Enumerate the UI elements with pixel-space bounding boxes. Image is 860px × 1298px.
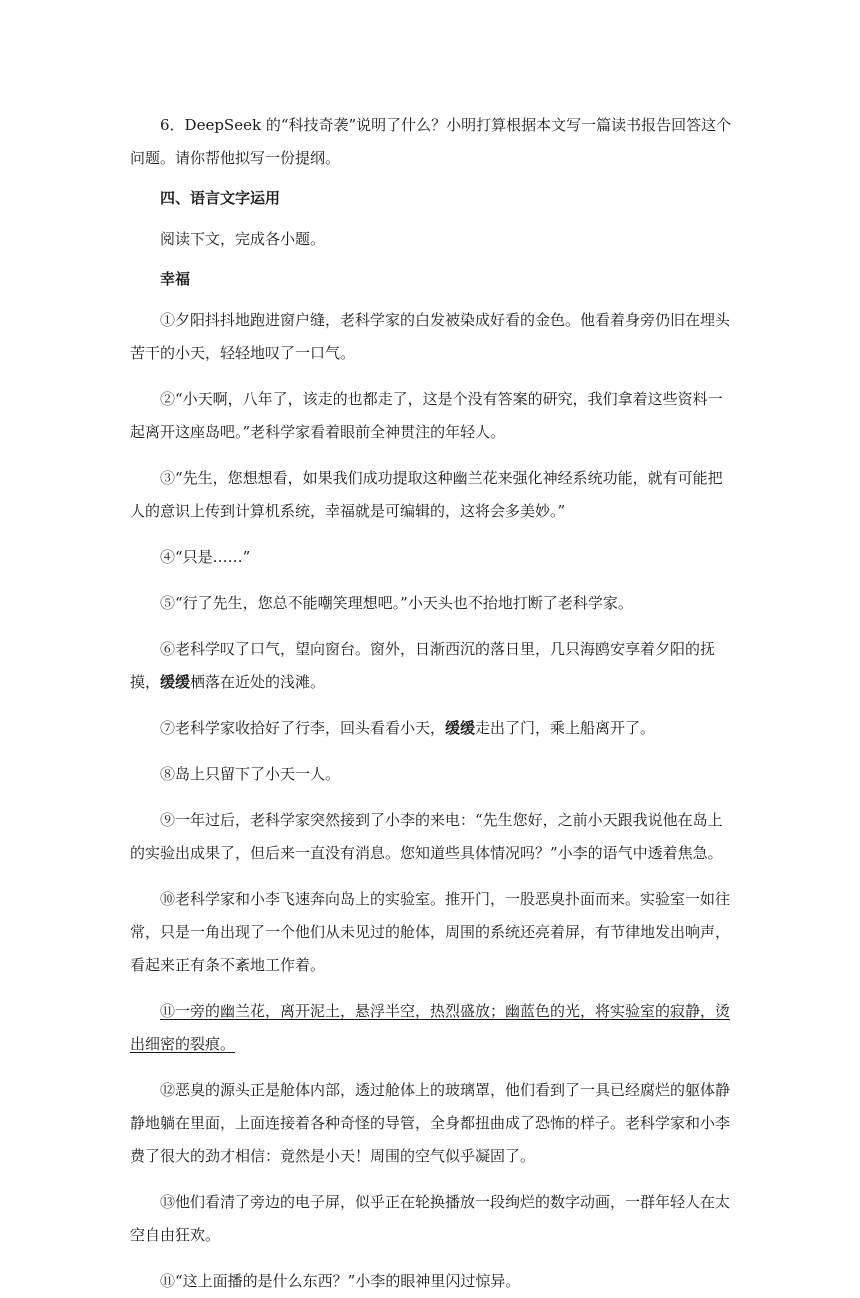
- paragraph-10: ⑩老科学家和小李飞速奔向岛上的实验室。推开门，一股恶臭扑面而来。实验室一如往常，只是一角出现了一个他们从未见过的舱体，周围的系统还亮着屏，有节律地发出响声，看起来正有条不紊地工作着。: [130, 890, 731, 974]
- paragraph-5: ⑤“行了先生，您总不能嘲笑理想吧。”小天头也不抬地打断了老科学家。: [160, 594, 633, 612]
- paragraph-6-text-a: ⑥老科学叹了口气，望向窗台。窗外，日渐西沉的落日里，几只海鸥安享着夕阳的抚摸，: [130, 640, 716, 691]
- emphasized-word: 缓缓: [445, 719, 476, 737]
- paragraph-7-text-a: ⑦老科学家收拾好了行李，回头看看小天，: [160, 719, 446, 737]
- paragraph-12: ⑫恶臭的源头正是舱体内部，透过舱体上的玻璃罩，他们看到了一具已经腐烂的躯体静静地躺在里面，上面连接着各种奇怪的导管，全身都扭曲成了恐怖的样子。老科学家和小李费了很大的劲才相信：竟然是小天！周围的空气似乎凝固了。: [130, 1081, 731, 1165]
- paragraph-13: ⑬他们看清了旁边的电子屏，似乎正在轮换播放一段绚烂的数字动画，一群年轻人在太空自由狂欢。: [130, 1193, 731, 1244]
- paragraph-3: ③“先生，您想想看，如果我们成功提取这种幽兰花来强化神经系统功能，就有可能把人的意识上传到计算机系统，幸福就是可编辑的，这将会多美妙。”: [130, 469, 723, 520]
- emphasized-word: 缓缓: [160, 673, 191, 691]
- paragraph-11-underlined: ⑪一旁的幽兰花，离开泥土，悬浮半空，热烈盛放；幽蓝色的光，将实验室的寂静，烫出细密的裂痕。: [130, 1002, 731, 1053]
- paragraph-6-text-b: 栖落在近处的浅滩。: [190, 673, 326, 691]
- paragraph-8: ⑧岛上只留下了小天一人。: [160, 765, 341, 783]
- instruction: 阅读下文，完成各小题。: [160, 230, 326, 248]
- paragraph-7-text-b: 走出了门，乘上船离开了。: [475, 719, 656, 737]
- paragraph-1: ①夕阳抖抖地跑进窗户缝，老科学家的白发被染成好看的金色。他看着身旁仍旧在埋头苦干的小天，轻轻地叹了一口气。: [130, 311, 731, 362]
- paragraph-9: ⑨一年过后，老科学家突然接到了小李的来电：“先生您好，之前小天跟我说他在岛上的实验出成果了，但后来一直没有消息。您知道些具体情况吗？”小李的语气中透着焦急。: [130, 811, 723, 862]
- paragraph-2: ②“小天啊，八年了，该走的也都走了，这是个没有答案的研究，我们拿着这些资料一起离开这座岛吧。”老科学家看着眼前全神贯注的年轻人。: [130, 390, 723, 441]
- paragraph-7: [130, 712, 735, 745]
- paragraph-6: [130, 633, 735, 699]
- question-6: 6．DeepSeek 的“科技奇袭”说明了什么？小明打算根据本文写一篇读书报告回答这个问题。请你帮他拟写一份提纲。: [130, 116, 732, 167]
- paragraph-4: ④“只是……”: [160, 548, 251, 566]
- story-title: 幸福: [160, 270, 191, 288]
- section-title: 四、语言文字运用: [160, 189, 281, 207]
- paragraph-14: ⑪“这上面播的是什么东西？”小李的眼神里闪过惊异。: [160, 1272, 521, 1290]
